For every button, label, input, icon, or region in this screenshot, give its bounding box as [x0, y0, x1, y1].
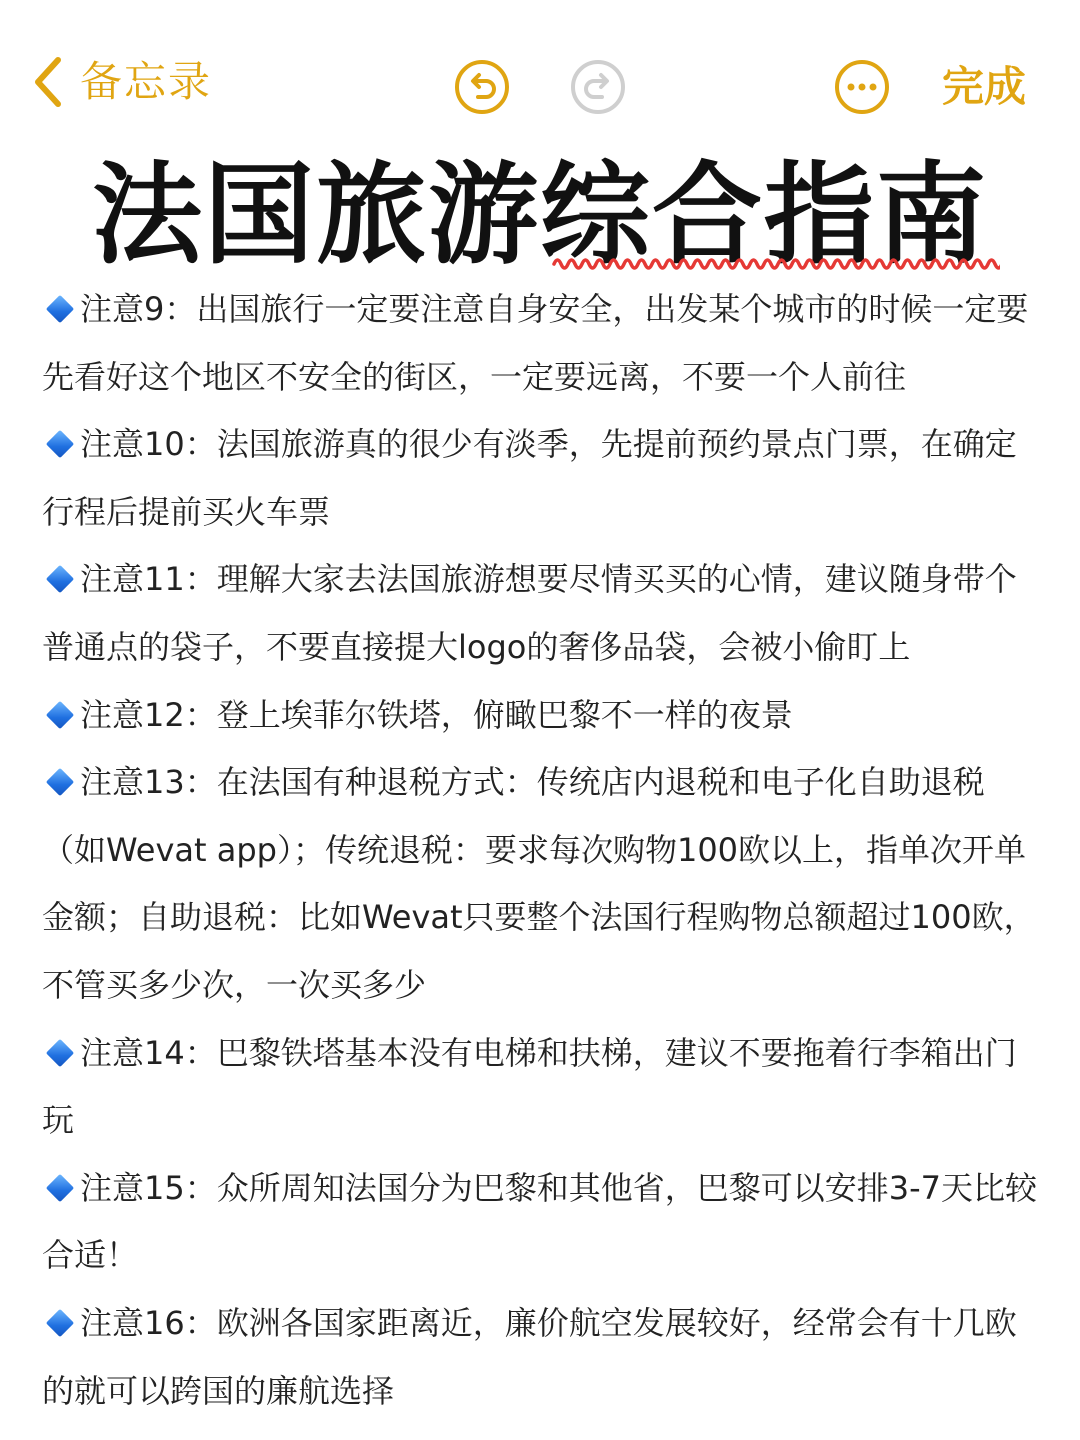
navigation-bar	[0, 0, 1080, 150]
note-text: 法国旅游真的很少有淡季，先提前预约景点门票，在确定行程后提前买火车票	[42, 425, 1017, 531]
note-item	[42, 411, 1042, 546]
note-item	[42, 1020, 1042, 1155]
note-label: 注意9	[80, 290, 165, 328]
chevron-left-icon	[30, 52, 64, 112]
spellcheck-underline	[552, 254, 1000, 274]
note-body[interactable]	[42, 276, 1042, 1425]
note-separator: ：	[184, 560, 217, 599]
blue-diamond-icon	[46, 1174, 74, 1202]
note-item	[42, 1290, 1042, 1425]
note-item	[42, 682, 1042, 750]
note-item	[42, 276, 1042, 411]
note-text: 巴黎铁塔基本没有电梯和扶梯，建议不要拖着行李箱出门玩	[42, 1033, 1017, 1140]
blue-diamond-icon	[46, 295, 74, 323]
back-button[interactable]	[30, 52, 212, 112]
more-options-button[interactable]	[832, 57, 892, 117]
note-label: 注意12	[80, 695, 185, 734]
note-label: 注意14	[80, 1033, 185, 1072]
note-label: 注意11	[80, 560, 185, 599]
note-text: 登上埃菲尔铁塔，俯瞰巴黎不一样的夜景	[216, 695, 793, 734]
note-separator: ：	[184, 763, 217, 802]
note-label: 注意16	[80, 1303, 185, 1342]
note-item	[42, 546, 1042, 681]
note-item	[42, 749, 1042, 1019]
note-separator: ：	[184, 1303, 217, 1342]
note-separator: ：	[184, 1168, 217, 1207]
note-text: 众所周知法国分为巴黎和其他省，巴黎可以安排3-7天比较合适！	[42, 1168, 1038, 1275]
done-button[interactable]: 完成	[942, 62, 1027, 111]
blue-diamond-icon	[46, 1309, 74, 1337]
note-separator: ：	[184, 1033, 217, 1072]
note-label: 注意10	[80, 425, 185, 464]
blue-diamond-icon	[46, 1038, 74, 1066]
blue-diamond-icon	[46, 565, 74, 593]
note-title: 法国旅游综合指南	[92, 151, 988, 279]
redo-button[interactable]	[568, 57, 628, 117]
undo-button[interactable]	[452, 57, 512, 117]
note-separator: ：	[164, 290, 197, 328]
note-text: 出国旅行一定要注意自身安全，出发某个城市的时候一定要先看好这个地区不安全的街区，一定要远离，不要一个人前往	[42, 290, 1029, 396]
note-text: 理解大家去法国旅游想要尽情买买的心情，建议随身带个普通点的袋子，不要直接提大logo的奢侈品袋，会被小偷盯上	[42, 560, 1017, 666]
note-separator: ：	[184, 695, 217, 734]
note-item	[42, 1155, 1042, 1290]
blue-diamond-icon	[46, 768, 74, 796]
redo-icon	[568, 102, 628, 121]
note-separator: ：	[184, 425, 217, 464]
note-label: 注意15	[80, 1168, 185, 1207]
blue-diamond-icon	[46, 700, 74, 728]
blue-diamond-icon	[46, 430, 74, 458]
more-icon	[832, 102, 892, 121]
back-label: 备忘录	[80, 57, 213, 106]
note-text: 欧洲各国家距离近，廉价航空发展较好，经常会有十几欧的就可以跨国的廉航选择	[42, 1303, 1017, 1410]
undo-icon	[452, 102, 512, 121]
note-label: 注意13	[80, 763, 185, 802]
note-text: 在法国有种退税方式：传统店内退税和电子化自助退税（如Wevat app）；传统退税：要求每次购物100欧以上，指单次开单金额；自助退税：比如Wevat只要整个法国行程购物总额超过100欧，不管买多少次，一次买多少	[42, 763, 1036, 1004]
